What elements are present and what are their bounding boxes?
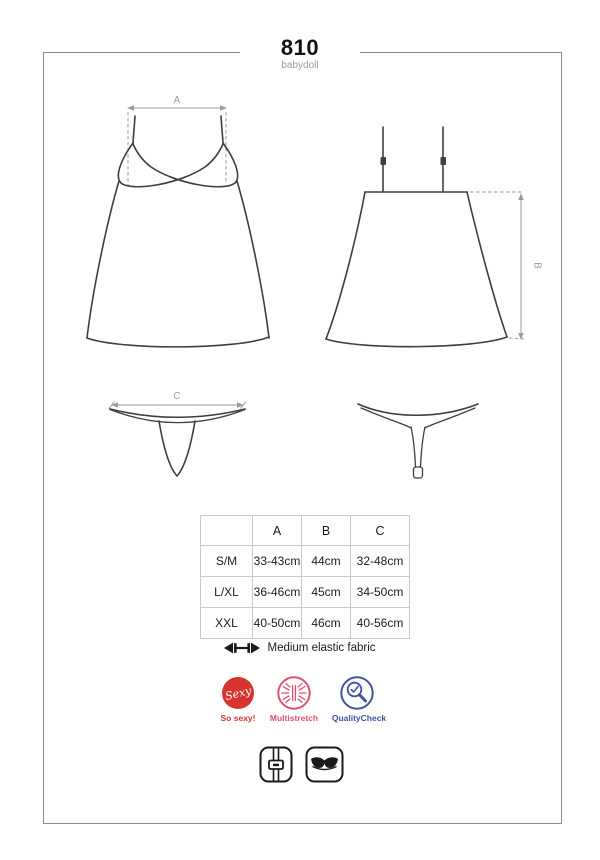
value-cell: 32-48cm <box>351 546 410 577</box>
so-sexy-badge-label: So sexy! <box>220 713 256 723</box>
babydoll-front-view <box>87 105 269 347</box>
fabric-note-label: Medium elastic fabric <box>267 642 376 654</box>
size-table-header-a: A <box>253 516 302 546</box>
size-table-header-b: B <box>302 516 351 546</box>
table-row <box>201 546 410 577</box>
page-title <box>240 36 360 72</box>
measure-label-a: A <box>173 95 181 106</box>
measure-label-b: B <box>531 262 543 269</box>
value-cell: 46cm <box>302 608 351 639</box>
size-cell: XXL <box>201 608 253 639</box>
value-cell: 40-56cm <box>351 608 410 639</box>
so-sexy-badge-circle-text: Sexy <box>223 683 253 703</box>
value-cell: 40-50cm <box>253 608 302 639</box>
value-cell: 33-43cm <box>253 546 302 577</box>
value-cell: 36-46cm <box>253 577 302 608</box>
fabric-note <box>0 641 600 657</box>
so-sexy-badge-icon <box>222 677 254 709</box>
measure-label-c: C <box>173 391 181 402</box>
table-row <box>201 577 410 608</box>
size-table-header-blank <box>201 516 253 546</box>
size-table-header-c: C <box>351 516 410 546</box>
multistretch-badge-icon <box>276 675 312 711</box>
size-table <box>200 515 410 639</box>
size-cell: S/M <box>201 546 253 577</box>
stretch-double-arrow-icon <box>224 641 260 655</box>
value-cell: 44cm <box>302 546 351 577</box>
qualitycheck-badge-label: QualityCheck <box>331 713 387 723</box>
product-name: babydoll <box>281 60 319 71</box>
product-code: 810 <box>280 35 320 60</box>
value-cell: 34-50cm <box>351 577 410 608</box>
panties-back-view <box>358 404 478 478</box>
multistretch-badge-label: Multistretch <box>269 713 319 723</box>
size-table-header-row <box>201 516 410 546</box>
qualitycheck-badge-icon <box>339 675 375 711</box>
adjustable-straps-icon <box>259 746 293 783</box>
bra-icon <box>305 746 344 783</box>
size-cell: L/XL <box>201 577 253 608</box>
panties-front-view <box>109 402 246 477</box>
table-row <box>201 608 410 639</box>
babydoll-back-view <box>326 127 524 347</box>
value-cell: 45cm <box>302 577 351 608</box>
